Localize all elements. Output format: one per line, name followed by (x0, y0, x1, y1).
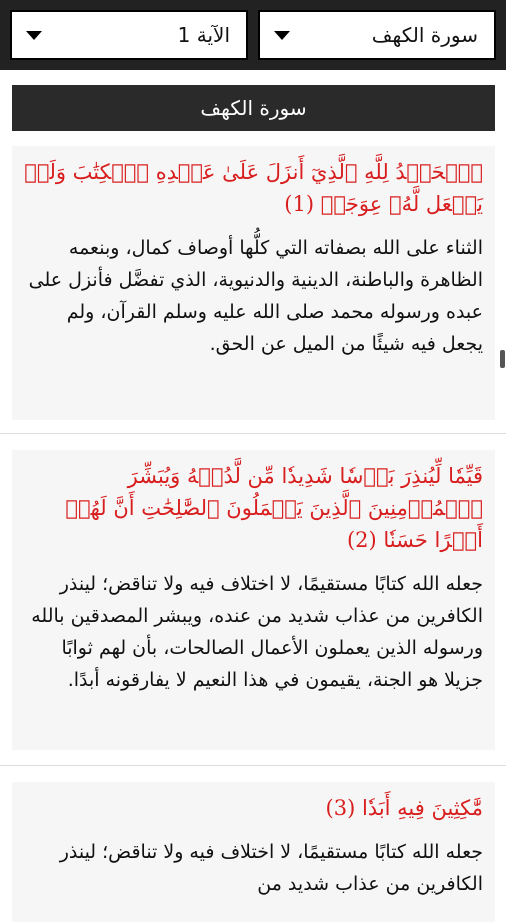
divider (0, 765, 506, 766)
divider (0, 433, 506, 434)
verse-text: قَيِّمٗا لِّيُنذِرَ بَأۡسٗا شَدِيدٗا مِّن لَّدُنۡهُ وَيُبَشِّرَ ٱلۡمُؤۡمِنِينَ ٱلَّذِينَ يَعۡمَلُونَ ٱلصَّٰلِحَٰتِ أَنَّ لَهُمۡ أَجۡرًا حَسَنٗا (2) (65, 464, 483, 552)
chevron-down-icon[interactable] (26, 31, 42, 40)
chevron-down-icon[interactable] (274, 31, 290, 40)
surah-select[interactable] (258, 10, 496, 60)
scrollbar[interactable] (500, 350, 505, 368)
verse-card (12, 450, 495, 750)
tafsir-text: جعله الله كتابًا مستقيمًا، لا اختلاف فيه ولا تناقض؛ لينذر الكافرين من عذاب شديد من عنده، ويبشر المصدقين بالله ورسوله الذين يعملون الأعمال الصالحات، بأن لهم ثوابًا جزيلا هو الجنة، يقيمون في هذا النعيم لا يفارقونه أبدًا. (31, 573, 483, 691)
verse-text: مَّٰكِثِينَ فِيهِ أَبَدٗا (3) (325, 796, 483, 820)
ayah-select[interactable] (10, 10, 248, 60)
top-bar (0, 0, 506, 70)
verse-card (12, 146, 495, 420)
surah-select-value: سورة الكهف (371, 23, 478, 47)
verse-card (12, 782, 495, 922)
verse-text: ٱلۡحَمۡدُ لِلَّهِ ٱلَّذِيٓ أَنزَلَ عَلَىٰ عَبۡدِهِ ٱلۡكِتَٰبَ وَلَمۡ يَجۡعَل لَّهُۥ عِوَجَاۜ (1) (24, 160, 483, 216)
ayah-select-value: الآية 1 (177, 23, 230, 47)
surah-title: سورة الكهف (12, 85, 495, 131)
tafsir-text: جعله الله كتابًا مستقيمًا، لا اختلاف فيه ولا تناقض؛ لينذر الكافرين من عذاب شديد من (59, 841, 483, 895)
tafsir-text: الثناء على الله بصفاته التي كلُّها أوصاف كمال، وبنعمه الظاهرة والباطنة، الدينية والدنيوية، الذي تفضَّل فأنزل على عبده ورسوله محمد صلى الله عليه وسلم القرآن، ولم يجعل فيه شيئًا من الميل عن الحق. (28, 237, 483, 355)
